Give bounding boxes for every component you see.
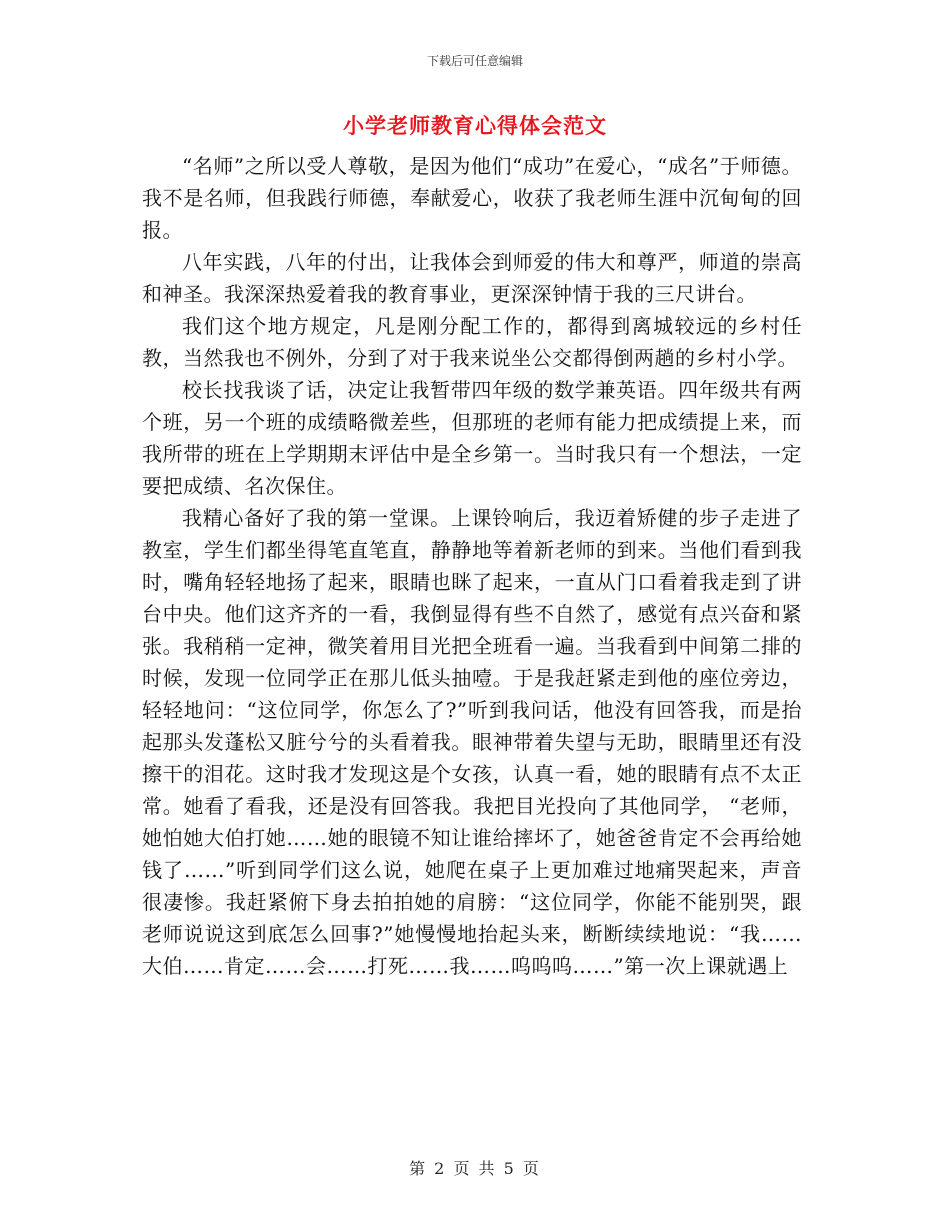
paragraph: 八年实践，八年的付出，让我体会到师爱的伟大和尊严，师道的崇高和神圣。我深深热爱着我的教育事业，更深深钟情于我的三尺讲台。 bbox=[142, 250, 802, 306]
paragraph: 我精心备好了我的第一堂课。上课铃响后，我迈着矫健的步子走进了教室，学生们都坐得笔直笔直，静静地等着新老师的到来。当他们看到我时，嘴角轻轻地扬了起来，眼睛也眯了起来，一直从门口看着我走到了讲台中央。他们这齐齐的一看，我倒显得有些不自然了，感觉有点兴奋和紧张。我稍稍一定神，微笑着用目光把全班看一遍。当我看到中间第二排的时候，发现一位同学正在那儿低头抽噎。于是我赶紧走到他的座位旁边，轻轻地问：“这位同学，你怎么了?”听到我问话，他没有回答我，而是抬起那头发蓬松又脏兮兮的头看着我。眼神带着失望与无助，眼睛里还有没擦干的泪花。这时我才发现这是个女孩，认真一看，她的眼睛有点不太正常。她看了看我，还是没有回答我。我把目光投向了其他同学， “老师，她怕她大伯打她……她的眼镜不知让谁给摔坏了，她爸爸肯定不会再给她钱了……”听到同学们这么说，她爬在桌子上更加难过地痛哭起来，声音很凄惨。我赶紧俯下身去拍拍她的肩膀：“这位同学，你能不能别哭，跟老师说说这到底怎么回事?”她慢慢地抬起头来，断断续续地说：“我……大伯……肯定……会……打死……我……呜呜呜……”第一次上课就遇上 bbox=[142, 506, 802, 978]
page-number-footer: 第 2 页 共 5 页 bbox=[409, 1159, 541, 1178]
header-note: 下载后可任意编辑 bbox=[426, 54, 523, 68]
paragraph: “名师”之所以受人尊敬，是因为他们“成功”在爱心，“成名”于师德。我不是名师，但我践行师德，奉献爱心，收获了我老师生涯中沉甸甸的回报。 bbox=[142, 154, 802, 242]
document-body bbox=[142, 150, 802, 982]
paragraph: 校长找我谈了话，决定让我暂带四年级的数学兼英语。四年级共有两个班，另一个班的成绩略微差些，但那班的老师有能力把成绩提上来，而我所带的班在上学期期末评估中是全乡第一。当时我只有一个想法，一定要把成绩、名次保住。 bbox=[142, 378, 802, 498]
paragraph: 我们这个地方规定，凡是刚分配工作的，都得到离城较远的乡村任教，当然我也不例外，分到了对于我来说坐公交都得倒两趟的乡村小学。 bbox=[142, 314, 802, 370]
document-title: 小学老师教育心得体会范文 bbox=[343, 114, 607, 138]
